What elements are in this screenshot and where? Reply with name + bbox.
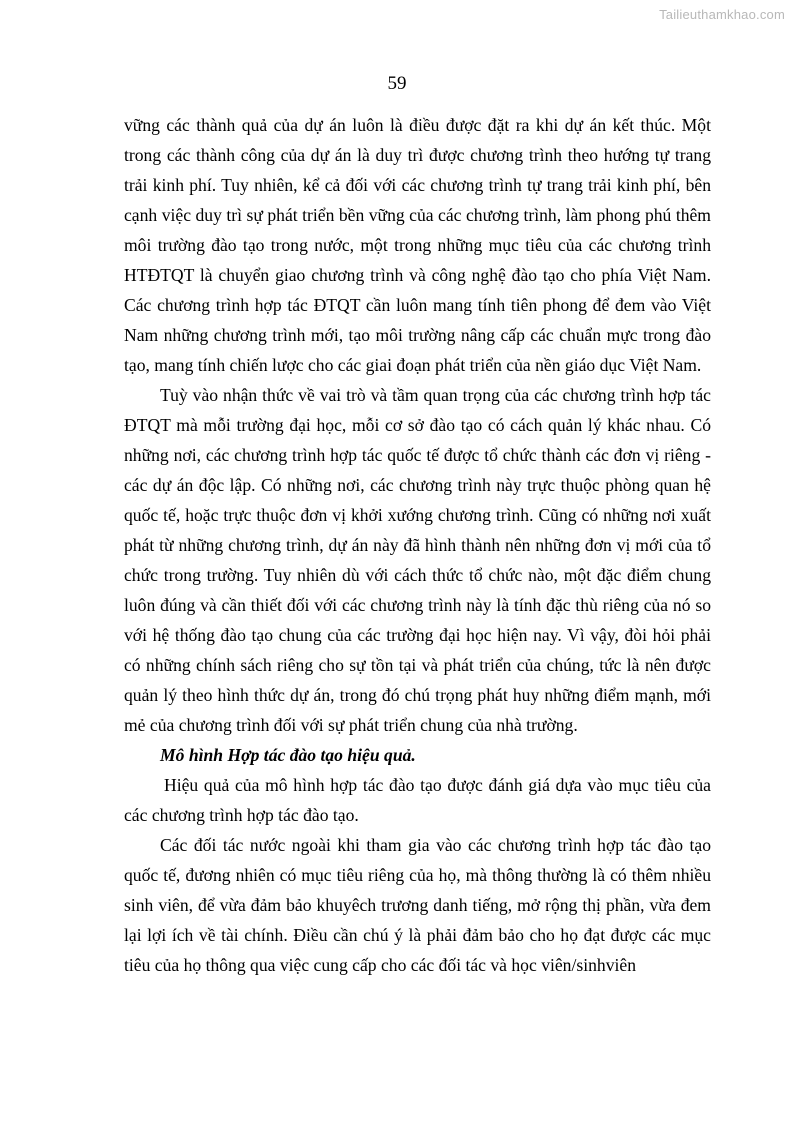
document-body — [124, 110, 711, 980]
paragraph-management: Tuỳ vào nhận thức về vai trò và tầm quan trọng của các chương trình hợp tác ĐTQT mà mỗi trường đại học, mỗi cơ sở đào tạo có cách quản lý khác nhau. Có những nơi, các chương trình hợp tác quốc tế được tổ chức thành các đơn vị riêng - các dự án độc lập. Có những nơi, các chương trình này trực thuộc phòng quan hệ quốc tế, hoặc trực thuộc đơn vị khởi xướng chương trình. Cũng có những nơi xuất phát từ những chương trình, dự án này đã hình thành nên những đơn vị mới của tổ chức trong trường. Tuy nhiên dù với cách thức tổ chức nào, một đặc điểm chung luôn đúng và cần thiết đối với các chương trình này là tính đặc thù riêng của nó so với hệ thống đào tạo chung của các trường đại học hiện nay. Vì vậy, đòi hỏi phải có những chính sách riêng cho sự tồn tại và phát triển của chúng, tức là nên được quản lý theo hình thức dự án, trong đó chú trọng phát huy những điểm mạnh, mới mẻ của chương trình đối với sự phát triển chung của nhà trường. — [124, 385, 711, 735]
page-number: 59 — [387, 73, 407, 94]
section-heading: Mô hình Hợp tác đào tạo hiệu quả. — [160, 745, 416, 765]
watermark: Tailieuthamkhao.com — [659, 7, 785, 22]
paragraph-effectiveness: Hiệu quả của mô hình hợp tác đào tạo được đánh giá dựa vào mục tiêu của các chương trình hợp tác đào tạo. — [124, 775, 711, 825]
paragraph-continuation: vững các thành quả của dự án luôn là điều được đặt ra khi dự án kết thúc. Một trong các thành công của dự án là duy trì được chương trình theo hướng tự trang trải kinh phí. Tuy nhiên, kể cả đối với các chương trình tự trang trải kinh phí, bên cạnh việc duy trì sự phát triển bền vững của các chương trình, làm phong phú thêm môi trường đào tạo trong nước, một trong những mục tiêu của các chương trình HTĐTQT là chuyển giao chương trình và công nghệ đào tạo cho phía Việt Nam. Các chương trình hợp tác ĐTQT cần luôn mang tính tiên phong để đem vào Việt Nam những chương trình mới, tạo môi trường nâng cấp các chuẩn mực trong đào tạo, mang tính chiến lược cho các giai đoạn phát triển của nền giáo dục Việt Nam. — [124, 115, 711, 375]
paragraph-foreign-partners: Các đối tác nước ngoài khi tham gia vào các chương trình hợp tác đào tạo quốc tế, đương nhiên có mục tiêu riêng của họ, mà thông thường là có thêm nhiều sinh viên, để vừa đảm bảo khuyêch trương danh tiếng, mở rộng thị phần, vừa đem lại lợi ích về tài chính. Điều cần chú ý là phải đảm bảo cho họ đạt được các mục tiêu của họ thông qua việc cung cấp cho các đối tác và học viên/sinhviên — [124, 835, 711, 975]
